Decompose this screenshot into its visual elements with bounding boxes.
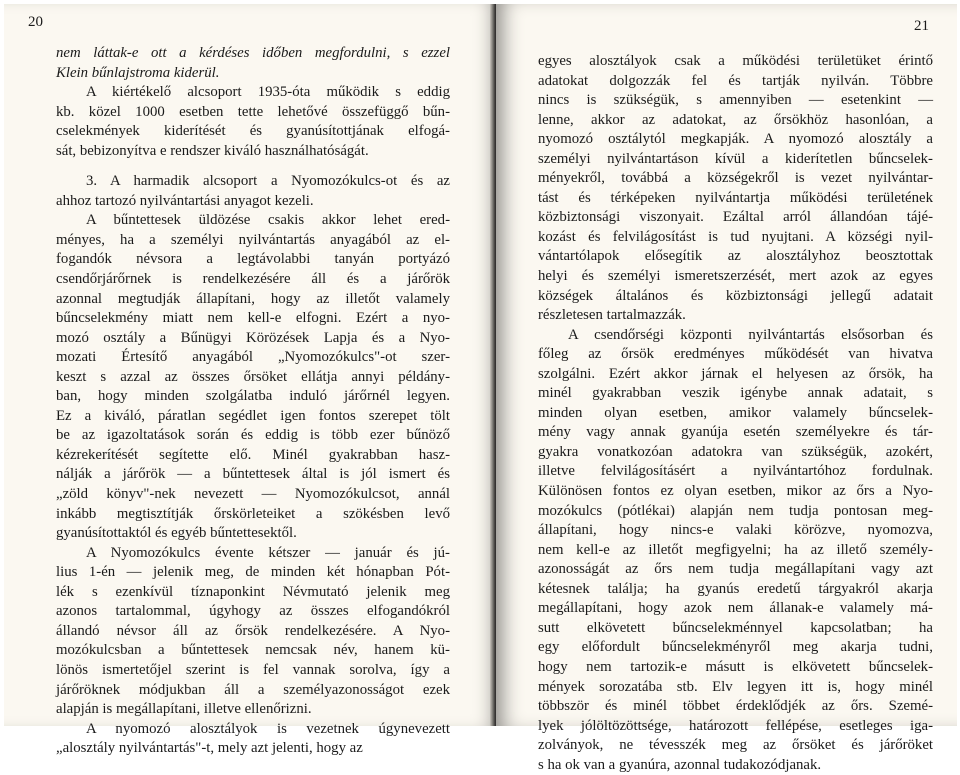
text-line: ahhoz tartozó nyilvántartási anyagot kezeli. bbox=[56, 192, 314, 209]
text-line: ban, hogy minden szolgálatba induló járőrnél legyen. bbox=[56, 388, 450, 405]
text-line: gyakra vonatkozóan adatokra van szükségük, azokért, bbox=[538, 443, 933, 460]
text-line: sutt elkövetett bűncselekménnyel kapcsolatban; ha bbox=[538, 619, 933, 636]
text-line: A csendőrségi központi nyilvántartás elsősorban és bbox=[568, 326, 933, 343]
text-line: állandó névsor áll az őrsök rendelkezésére. A Nyo- bbox=[56, 622, 450, 639]
text-line: megállapítani, hogy azok nem állanak-e valamely má- bbox=[538, 600, 933, 617]
text-line: inkább megtisztítják őrskörleteiket a szökésben levő bbox=[56, 505, 450, 522]
text-line: 3. A harmadik alcsoport a Nyomozókulcs-ot és az bbox=[86, 173, 450, 190]
text-line: minden olyan esetben, amikor valamely bűncselek- bbox=[538, 404, 933, 421]
text-line: Különösen fontos ez olyan esetben, mikor az őrs a Nyo- bbox=[538, 483, 933, 500]
text-line: alapján is megállapítani, illetve ellenőrizni. bbox=[56, 701, 312, 718]
text-line: A bűntettesek üldözése csakis akkor lehet ered- bbox=[86, 212, 450, 229]
text-line: azonosságát az őrs nem tudja megállapítani vagy azt bbox=[538, 561, 933, 578]
text-line: A nyomozó alosztályok is vezetnek úgynevezett bbox=[86, 720, 450, 737]
text-line: nálják a járőrök — a bűntettesek által is jól ismert és bbox=[56, 466, 450, 483]
text-line: Ez a kiváló, páratlan segédlet igen fontos szerepet tölt bbox=[56, 407, 450, 424]
page-number: 21 bbox=[914, 18, 929, 34]
text-line: sát, bebizonyítva e rendszer kiváló használhatóságát. bbox=[56, 142, 369, 159]
text-line: „alosztály nyilvántartás"-t, mely azt jelenti, hogy az bbox=[56, 740, 363, 757]
text-line: kézrekerítését segítette elő. Minél gyakrabban hasz- bbox=[56, 446, 450, 463]
text-line: illetve felvilágosításért a nyilvántartóhoz fordulnak. bbox=[538, 463, 933, 480]
text-line: járőröknek módjukban áll a személyazonosságot ezek bbox=[56, 681, 450, 698]
text-line: azonos tartalommal, úgyhogy az összes elfogandókról bbox=[56, 603, 450, 620]
text-line: ményekről, továbbá a községekről is vezet nyilvántar- bbox=[538, 170, 933, 187]
text-line: „zöld könyv"-nek nevezett — Nyomozókulcsot, annál bbox=[56, 486, 450, 503]
text-line: be az igazoltatások során és eddig is több ezer bűnöző bbox=[56, 427, 450, 444]
text-line: csendőrjárőrnek is rendelkezésére áll és a járőrök bbox=[56, 271, 450, 288]
text-line: egy előfordult bűncselekményről meg akarja tudni, bbox=[538, 639, 933, 656]
text-line: keszt s azzal az összes őrsöket ellátja annyi példány- bbox=[56, 368, 450, 385]
text-line: szolgálni. Ezért akkor járnak el helyesen az őrsök, ha bbox=[538, 365, 933, 382]
left-page bbox=[4, 4, 496, 757]
text-line: A Nyomozókulcs évente kétszer — január és jú- bbox=[86, 544, 450, 561]
text-line: mozati Értesítő anyagából „Nyomozókulcs"-ot szer- bbox=[56, 349, 450, 366]
text-line: lius 1-én — jelenik meg, de minden két hónapban Pót- bbox=[56, 564, 450, 581]
text-line: főleg az őrsök eredményes működését van hivatva bbox=[538, 346, 933, 363]
text-line: mozó osztály a Bűnügyi Körözések Lapja és a Nyo- bbox=[56, 329, 450, 346]
text-line: s ha ok van a gyanúra, azonnal tudakozódjanak. bbox=[538, 756, 822, 773]
text-line: kétesnek találja; ha gyanús eredetű tárgyakról akarja bbox=[538, 580, 933, 597]
right-page bbox=[496, 4, 957, 773]
text-line: állapítani, hogy nincs-e valaki körözve, nyomozva, bbox=[538, 522, 933, 539]
text-line: kb. közel 1000 esetben tette lehetővé összefüggő bűn- bbox=[56, 103, 450, 120]
text-line: lönös ismertetőjel szerint is fel vannak sorolva, így a bbox=[56, 661, 450, 678]
text-line: nyomozó osztálytól megkapják. A nyomozó alosztály a bbox=[538, 131, 933, 148]
text-line: tást és térképeken nyilvántartja működési területének bbox=[538, 189, 933, 206]
text-line: bűncselekmény miatt nem kell-e elfogni. Ezért a nyo- bbox=[56, 310, 450, 327]
text-line: lék s ezenkívül tíznaponkint Névmutató jelenik meg bbox=[56, 583, 450, 600]
text-line: vántartólapok elősegítik az alosztályhoz beosztottak bbox=[538, 248, 933, 265]
text-line: helyi és személyi ismeretszerzését, mert azok az egyes bbox=[538, 268, 933, 285]
text-line: mozókulcsban a bűntettesek nemcsak név, hanem kü- bbox=[56, 642, 450, 659]
text-line: A kiértékelő alcsoport 1935-óta működik s eddig bbox=[86, 84, 450, 101]
page-number: 20 bbox=[28, 14, 43, 30]
text-line: lenne, akkor az adatokat, az őrsökhöz hasonlóan, a bbox=[538, 111, 933, 128]
text-line: fogandók névsora a legtávolabbi tanyán portyázó bbox=[56, 251, 450, 268]
text-line: ményes, ha a személyi nyilvántartás anyagából az el- bbox=[56, 231, 450, 248]
text-line: lyek jólöltözöttsége, határozott fellépése, esetleges iga- bbox=[538, 717, 933, 734]
text-line: gyanúsítottaktól és egyéb bűntettesektől. bbox=[56, 525, 297, 542]
text-line: mény vagy annak gyanúja esetén személyekre és tár- bbox=[538, 424, 933, 441]
text-line: részletesen tartalmazzák. bbox=[538, 307, 686, 324]
text-line: egyes alosztályok csak a működési területüket érintő bbox=[538, 53, 933, 69]
text-line: mozókulcs (pótlékai) alapján nem tudja pontosan meg- bbox=[538, 502, 933, 519]
text-line: cselekmények kiderítését és gyanúsítottjának elfogá- bbox=[56, 123, 450, 140]
text-line: azonnal megtudják állapítani, hogy az illetőt valamely bbox=[56, 290, 450, 307]
page-body bbox=[538, 52, 933, 775]
text-line: nem kell-e az illetőt megfigyelni; ha az illető személy- bbox=[538, 541, 933, 558]
text-line: minél gyakrabban veszik igénybe annak adatait, s bbox=[538, 385, 933, 402]
text-line: kozást és felvilágosítást is tud nyujtani. A községi nyil- bbox=[538, 228, 933, 245]
text-line: községek általános és közbiztonsági jellegű adatait bbox=[538, 287, 933, 304]
text-line: személyi nyilvántartáson kívül a kiderítetlen bűncselek- bbox=[538, 150, 933, 167]
text-line: Klein bűnlajstroma kiderül. bbox=[56, 64, 220, 81]
text-line: zolványok, ne tévesszék meg az őrsöket és járőröket bbox=[538, 737, 933, 754]
page-body bbox=[56, 44, 450, 759]
text-line: mények sorozatába stb. Elv legyen itt is, hogy minél bbox=[538, 678, 933, 695]
text-line: nincs is szükségük, s amennyiben — esetenkint — bbox=[538, 92, 933, 109]
text-line: adatokat dolgozzák fel és tartják nyilván. Többre bbox=[538, 72, 933, 89]
text-line: többször és minél többet érdeklődjék az őrs. Szemé- bbox=[538, 698, 933, 715]
text-line: hogy nem tartozik-e másutt is elkövetett bűncselek- bbox=[538, 658, 933, 675]
text-line: nem láttak-e ott a kérdéses időben megfordulni, s ezzel bbox=[56, 45, 450, 61]
text-line: közbiztonsági viszonyait. Ezáltal arról állandóan tájé- bbox=[538, 209, 933, 226]
